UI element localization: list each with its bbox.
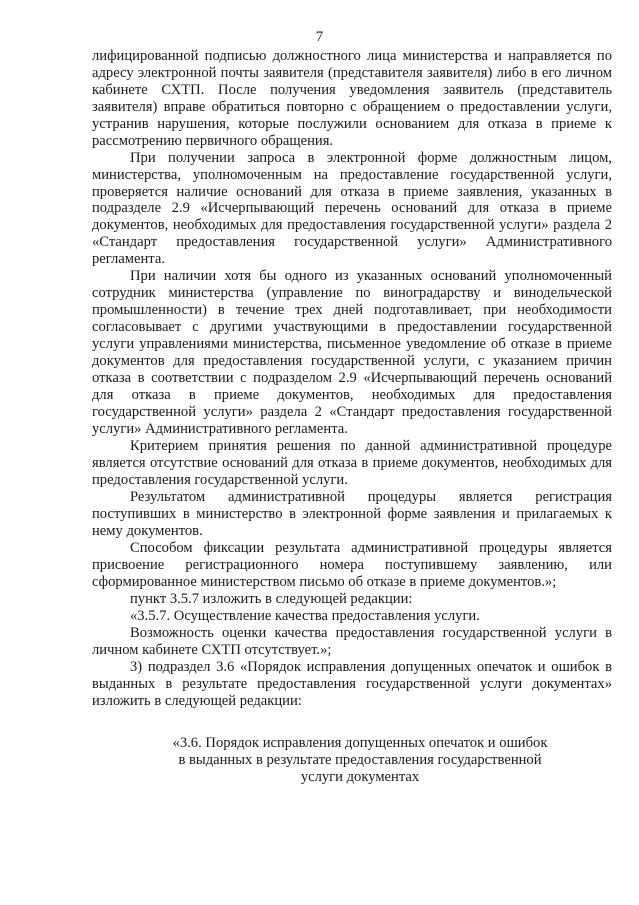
paragraph: лифицированной подписью должностного лица министерства и направляется по адресу электронной почты заявителя (представителя заявителя) либо в его личном кабинете СХТП. После получения уведомления заявитель (представитель заявителя) вправе обратиться повторно с обращением о предоставлении услуги, устранив нарушения, которые послужили основанием для отказа в приеме к рассмотрению первичного обращения. xyxy=(92,48,612,149)
paragraph: Способом фиксации результата административной процедуры является присвоение регистрационного номера поступившему заявлению, или сформированное министерством письмо об отказе в приеме документов.»; xyxy=(92,539,612,590)
paragraph: пункт 3.5.7 изложить в следующей редакции: xyxy=(130,590,413,607)
paragraph: Критерием принятия решения по данной административной процедуре является отсутствие оснований для отказа в приеме документов, необходимых для предоставления государственной услуги. xyxy=(92,437,612,488)
section-heading xyxy=(160,735,560,786)
document-body xyxy=(92,48,612,710)
heading-line: в выданных в результате предоставления государственной xyxy=(178,751,542,768)
paragraph: 3) подраздел 3.6 «Порядок исправления допущенных опечаток и ошибок в выданных в результате предоставления государственной услуги документах» изложить в следующей редакции: xyxy=(92,659,612,710)
paragraph: При получении запроса в электронной форме должностным лицом, министерства, уполномоченным на предоставление государственной услуги, проверяется наличие оснований для отказа в приеме заявления, указанных в подразделе 2.9 «Исчерпывающий перечень оснований для отказа в приеме документов, необходимых для предоставления государственной услуги» раздела 2 «Стандарт предоставления государственной услуги» Административного регламента. xyxy=(92,149,612,268)
page-number: 7 xyxy=(315,29,324,45)
paragraph: Результатом административной процедуры является регистрация поступивших в министерство в электронной форме заявления и прилагаемых к нему документов. xyxy=(92,488,612,539)
paragraph: «3.5.7. Осуществление качества предоставления услуги. xyxy=(130,607,480,624)
heading-line: «3.6. Порядок исправления допущенных опечаток и ошибок xyxy=(172,735,548,751)
paragraph: При наличии хотя бы одного из указанных оснований уполномоченный сотрудник министерства (управление по виноградарству и винодельческой промышленности) в течение трех дней подготавливает, при необходимости согласовывает с другими участвующими в предоставлении государственной услуги управлениями министерства, письменное уведомление об отказе в приеме документов для предоставления государственной услуги, с указанием причин отказа в соответствии с подразделом 2.9 «Исчерпывающий перечень оснований для отказа в приеме документов, необходимых для предоставления государственной услуги» раздела 2 «Стандарт предоставления государственной услуги» Административного регламента. xyxy=(92,268,612,437)
paragraph: Возможность оценки качества предоставления государственной услуги в личном кабинете СХТП отсутствует.»; xyxy=(92,625,612,659)
heading-line: услуги документах xyxy=(300,768,420,785)
